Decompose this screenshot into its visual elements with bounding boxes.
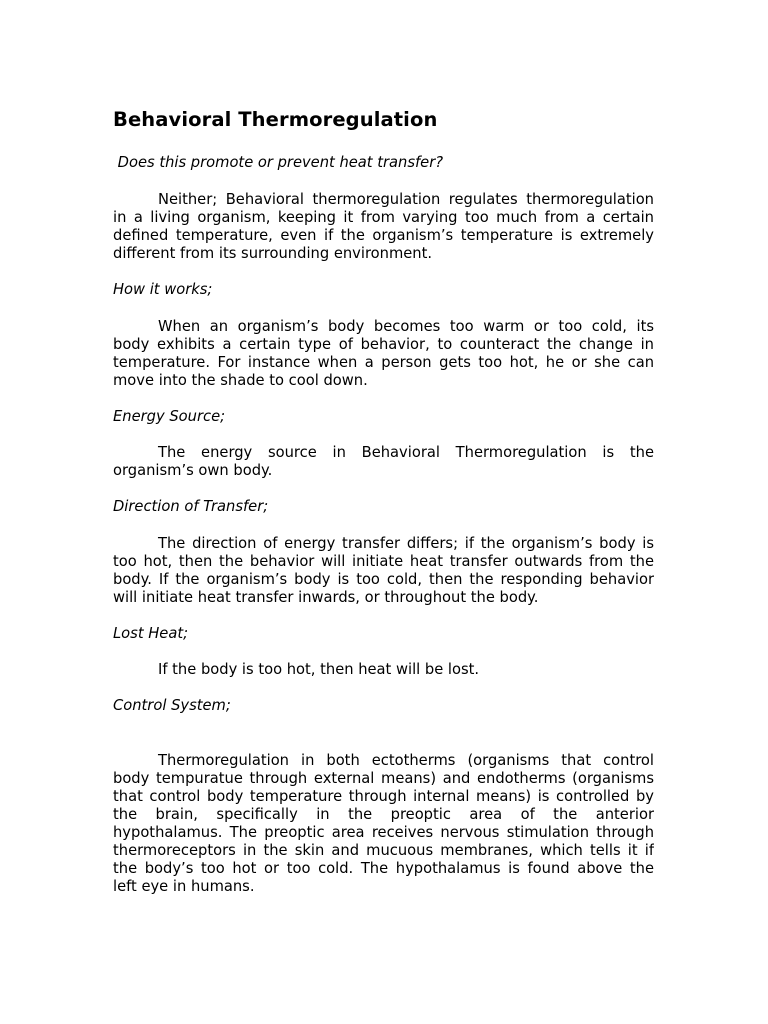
paragraph-line: thermoreceptors in the skin and mucuous membranes, which tells it if	[113, 842, 654, 859]
paragraph-line: hypothalamus. The preoptic area receives nervous stimulation through	[113, 824, 654, 841]
paragraph-line: Thermoregulation in both ectotherms (organisms that control	[158, 752, 654, 769]
section-heading-how-it-works: How it works;	[113, 281, 213, 298]
paragraph-line: body. If the organism’s body is too cold, then the responding behavior	[113, 571, 654, 588]
paragraph-line: move into the shade to cool down.	[113, 372, 368, 389]
paragraph-line: will initiate heat transfer inwards, or throughout the body.	[113, 589, 539, 606]
paragraph-control-system	[113, 752, 654, 896]
paragraph-line: The energy source in Behavioral Thermoregulation is the	[158, 444, 654, 461]
paragraph-line: the body’s too hot or too cold. The hypothalamus is found above the	[113, 860, 654, 877]
section-heading-direction-of-transfer: Direction of Transfer;	[113, 498, 269, 515]
section-heading-lost-heat: Lost Heat;	[113, 625, 189, 642]
paragraph-direction-of-transfer	[113, 535, 654, 607]
paragraph-line: Neither; Behavioral thermoregulation regulates thermoregulation	[158, 191, 654, 208]
paragraph-line: organism’s own body.	[113, 462, 273, 479]
paragraph-line: that control body temperature through internal means) is controlled by	[113, 788, 654, 805]
paragraph-line: the brain, specifically in the preoptic area of the anterior	[113, 806, 654, 823]
paragraph-heat-transfer	[113, 191, 654, 263]
paragraph-line: body exhibits a certain type of behavior, to counteract the change in	[113, 336, 654, 353]
paragraph-line: body tempuratue through external means) and endotherms (organisms	[113, 770, 654, 787]
section-heading-energy-source: Energy Source;	[113, 408, 226, 425]
section-heading-heat-transfer: Does this promote or prevent heat transfer?	[113, 154, 444, 171]
paragraph-line: left eye in humans.	[113, 878, 255, 895]
paragraph-line: in a living organism, keeping it from varying too much from a certain	[113, 209, 654, 226]
paragraph-how-it-works	[113, 318, 654, 390]
paragraph-line: If the body is too hot, then heat will be lost.	[158, 661, 480, 678]
paragraph-line: defined temperature, even if the organism’s temperature is extremely	[113, 227, 654, 244]
paragraph-line: different from its surrounding environment.	[113, 245, 433, 262]
paragraph-energy-source	[113, 444, 654, 480]
paragraph-line: too hot, then the behavior will initiate heat transfer outwards from the	[113, 553, 654, 570]
document-title: Behavioral Thermoregulation	[113, 108, 438, 131]
paragraph-line: temperature. For instance when a person gets too hot, he or she can	[113, 354, 654, 371]
paragraph-line: When an organism’s body becomes too warm or too cold, its	[158, 318, 654, 335]
section-heading-control-system: Control System;	[113, 697, 231, 714]
paragraph-lost-heat	[113, 661, 654, 679]
paragraph-line: The direction of energy transfer differs; if the organism’s body is	[158, 535, 654, 552]
